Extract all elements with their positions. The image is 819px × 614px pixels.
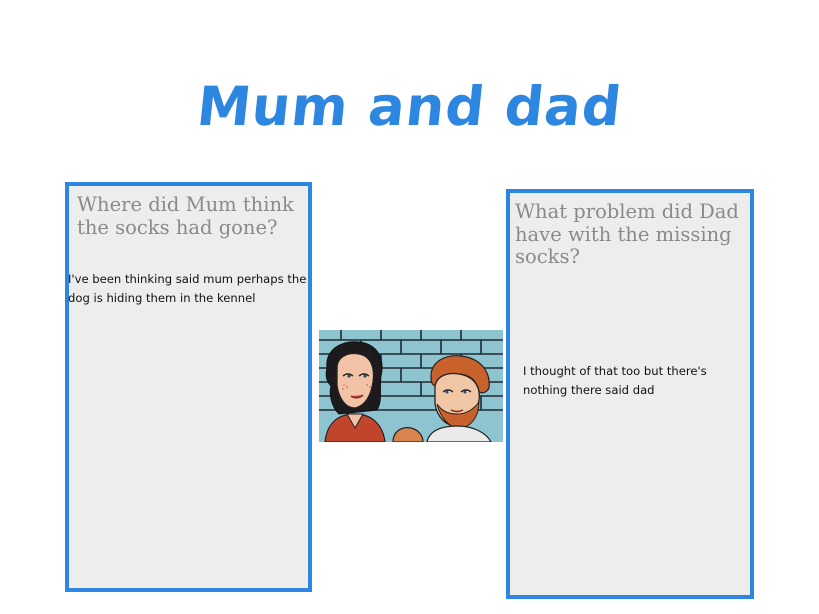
answer-text[interactable]: I thought of that too but there's nothing there said dad (523, 364, 707, 397)
question-text: What problem did Dad have with the missing socks? (515, 200, 739, 268)
page-title: Mum and dad (194, 75, 626, 138)
question-card-right (506, 189, 754, 599)
answer-text[interactable]: I've been thinking said mum perhaps the dog is hiding them in the kennel (68, 272, 307, 305)
question-card-left (65, 182, 312, 592)
story-illustration (319, 330, 503, 442)
question-text: Where did Mum think the socks had gone? (77, 193, 294, 239)
mum-and-dad-illustration (319, 330, 503, 442)
